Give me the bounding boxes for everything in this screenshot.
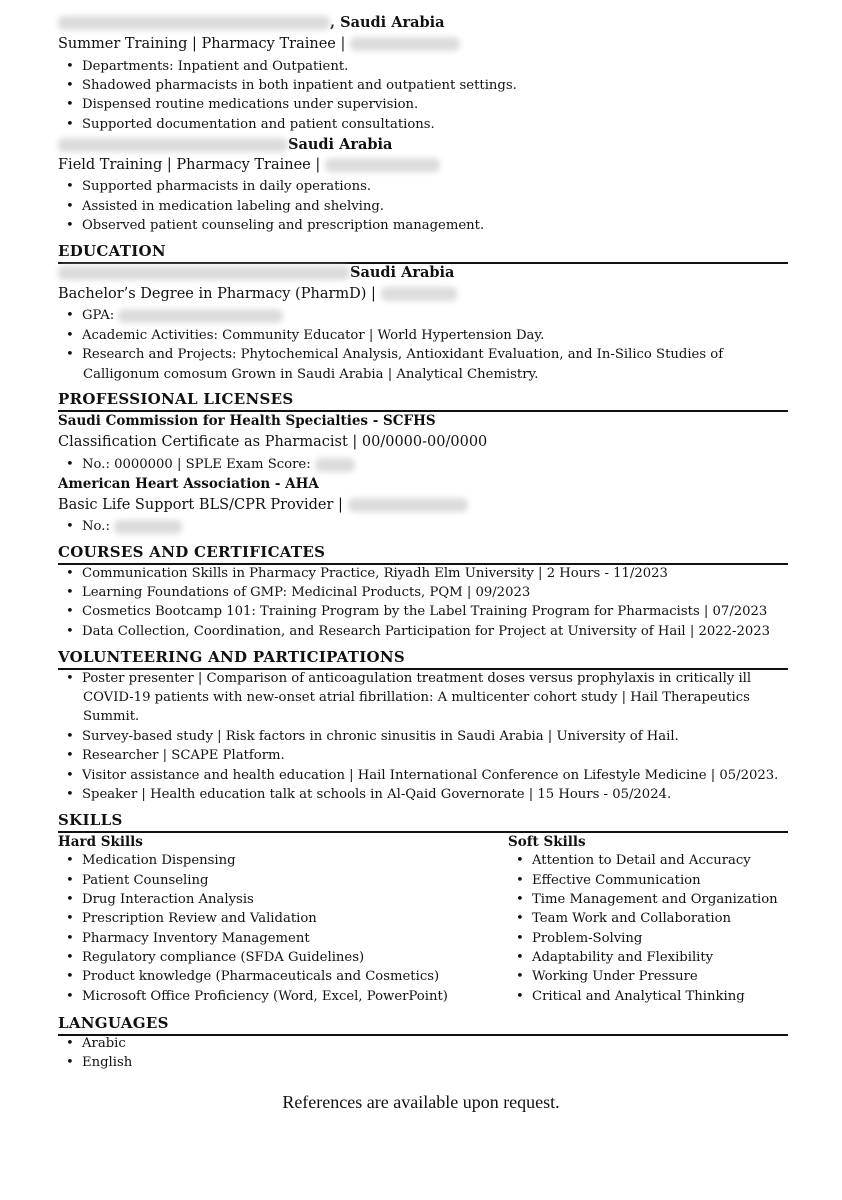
list-item: • Data Collection, Coordination, and Research Participation for Project at University of Hail | 2022-2023 bbox=[66, 624, 771, 639]
list-item: • Learning Foundations of GMP: Medicinal Products, PQM | 09/2023 bbox=[66, 585, 531, 600]
list-item: • No.: 0000000 | SPLE Exam Score: bbox=[66, 457, 355, 472]
list-item: • Patient Counseling bbox=[66, 873, 209, 888]
experience-1-role: Summer Training | Pharmacy Trainee | bbox=[58, 36, 460, 52]
list-item: • Regulatory compliance (SFDA Guidelines) bbox=[66, 950, 365, 965]
references-note: References are available upon request. bbox=[282, 1092, 560, 1112]
education-degree: Bachelor’s Degree in Pharmacy (PharmD) | bbox=[58, 286, 457, 302]
redacted-dates bbox=[381, 287, 457, 301]
list-item: • Working Under Pressure bbox=[516, 969, 698, 984]
redacted-gpa bbox=[118, 309, 283, 323]
section-heading-licenses: PROFESSIONAL LICENSES bbox=[58, 390, 788, 412]
license-cert-scfhs: Classification Certificate as Pharmacist | 00/0000-00/0000 bbox=[58, 434, 488, 450]
list-item: • Poster presenter | Comparison of anticoagulation treatment doses versus prophylaxis in critically ill bbox=[66, 671, 752, 686]
redacted-license-number bbox=[114, 520, 182, 534]
list-item: • Medication Dispensing bbox=[66, 853, 236, 868]
list-item: • Product knowledge (Pharmaceuticals and Cosmetics) bbox=[66, 969, 440, 984]
license-cert-aha: Basic Life Support BLS/CPR Provider | bbox=[58, 497, 468, 513]
redacted-score bbox=[315, 458, 355, 472]
section-heading-skills: SKILLS bbox=[58, 811, 788, 833]
list-item: • Speaker | Health education talk at schools in Al-Qaid Governorate | 15 Hours - 05/2024. bbox=[66, 787, 672, 802]
education-org: Saudi Arabia bbox=[58, 264, 454, 281]
experience-2-role: Field Training | Pharmacy Trainee | bbox=[58, 157, 440, 173]
hard-skills-title: Hard Skills bbox=[58, 834, 143, 850]
list-item: • Research and Projects: Phytochemical Analysis, Antioxidant Evaluation, and In-Silico Studies of bbox=[66, 347, 724, 362]
experience-1-org: , Saudi Arabia bbox=[58, 14, 445, 31]
list-item: • Cosmetics Bootcamp 101: Training Program by the Label Training Program for Pharmacists | 07/2023 bbox=[66, 604, 768, 619]
soft-skills-title: Soft Skills bbox=[508, 834, 586, 850]
list-item: • Shadowed pharmacists in both inpatient and outpatient settings. bbox=[66, 78, 517, 93]
list-item: • English bbox=[66, 1055, 133, 1070]
list-item: • Team Work and Collaboration bbox=[516, 911, 732, 926]
list-item: • Time Management and Organization bbox=[516, 892, 778, 907]
list-item: • Departments: Inpatient and Outpatient. bbox=[66, 59, 349, 74]
list-item: • Attention to Detail and Accuracy bbox=[516, 853, 751, 868]
section-heading-volunteering: VOLUNTEERING AND PARTICIPATIONS bbox=[58, 648, 788, 670]
list-item: • Observed patient counseling and prescription management. bbox=[66, 218, 485, 233]
license-org-aha: American Heart Association - AHA bbox=[58, 476, 319, 492]
section-heading-education: EDUCATION bbox=[58, 242, 788, 264]
list-item: • Academic Activities: Community Educator | World Hypertension Day. bbox=[66, 328, 545, 343]
list-item: • Dispensed routine medications under supervision. bbox=[66, 97, 419, 112]
list-item: • Arabic bbox=[66, 1036, 126, 1051]
list-item: • Drug Interaction Analysis bbox=[66, 892, 254, 907]
list-item-continuation: Calligonum comosum Grown in Saudi Arabia | Analytical Chemistry. bbox=[83, 367, 539, 382]
list-item-continuation: COVID-19 patients with new-onset atrial fibrillation: A multicenter cohort study | Hail Therapeutics bbox=[83, 690, 750, 705]
list-item: • Supported pharmacists in daily operations. bbox=[66, 179, 372, 194]
list-item: • Microsoft Office Proficiency (Word, Excel, PowerPoint) bbox=[66, 989, 448, 1004]
section-heading-languages: LANGUAGES bbox=[58, 1014, 788, 1036]
list-item: • Pharmacy Inventory Management bbox=[66, 931, 310, 946]
list-item: • Adaptability and Flexibility bbox=[516, 950, 714, 965]
list-item: • Survey-based study | Risk factors in chronic sinusitis in Saudi Arabia | University of Hail. bbox=[66, 729, 679, 744]
redacted-dates bbox=[325, 158, 440, 172]
redacted-university-name bbox=[58, 266, 350, 280]
redacted-dates bbox=[350, 37, 460, 51]
list-item: • No.: bbox=[66, 519, 182, 534]
license-org-scfhs: Saudi Commission for Health Specialties - SCFHS bbox=[58, 413, 436, 429]
list-item-continuation: Summit. bbox=[83, 709, 140, 724]
list-item: • Communication Skills in Pharmacy Practice, Riyadh Elm University | 2 Hours - 11/2023 bbox=[66, 566, 668, 581]
list-item: • Effective Communication bbox=[516, 873, 701, 888]
list-item: • Assisted in medication labeling and shelving. bbox=[66, 199, 384, 214]
list-item: • Problem-Solving bbox=[516, 931, 643, 946]
list-item: • Researcher | SCAPE Platform. bbox=[66, 748, 285, 763]
list-item: • GPA: bbox=[66, 308, 283, 323]
section-heading-courses: COURSES AND CERTIFICATES bbox=[58, 543, 788, 565]
list-item: • Critical and Analytical Thinking bbox=[516, 989, 745, 1004]
redacted-org-name bbox=[58, 138, 288, 152]
redacted-org-name bbox=[58, 16, 330, 30]
list-item: • Visitor assistance and health education | Hail International Conference on Lifestyle Medicine | 05/2023. bbox=[66, 768, 779, 783]
list-item: • Prescription Review and Validation bbox=[66, 911, 317, 926]
list-item: • Supported documentation and patient consultations. bbox=[66, 117, 435, 132]
experience-2-org: Saudi Arabia bbox=[58, 136, 392, 153]
redacted-dates bbox=[348, 498, 468, 512]
